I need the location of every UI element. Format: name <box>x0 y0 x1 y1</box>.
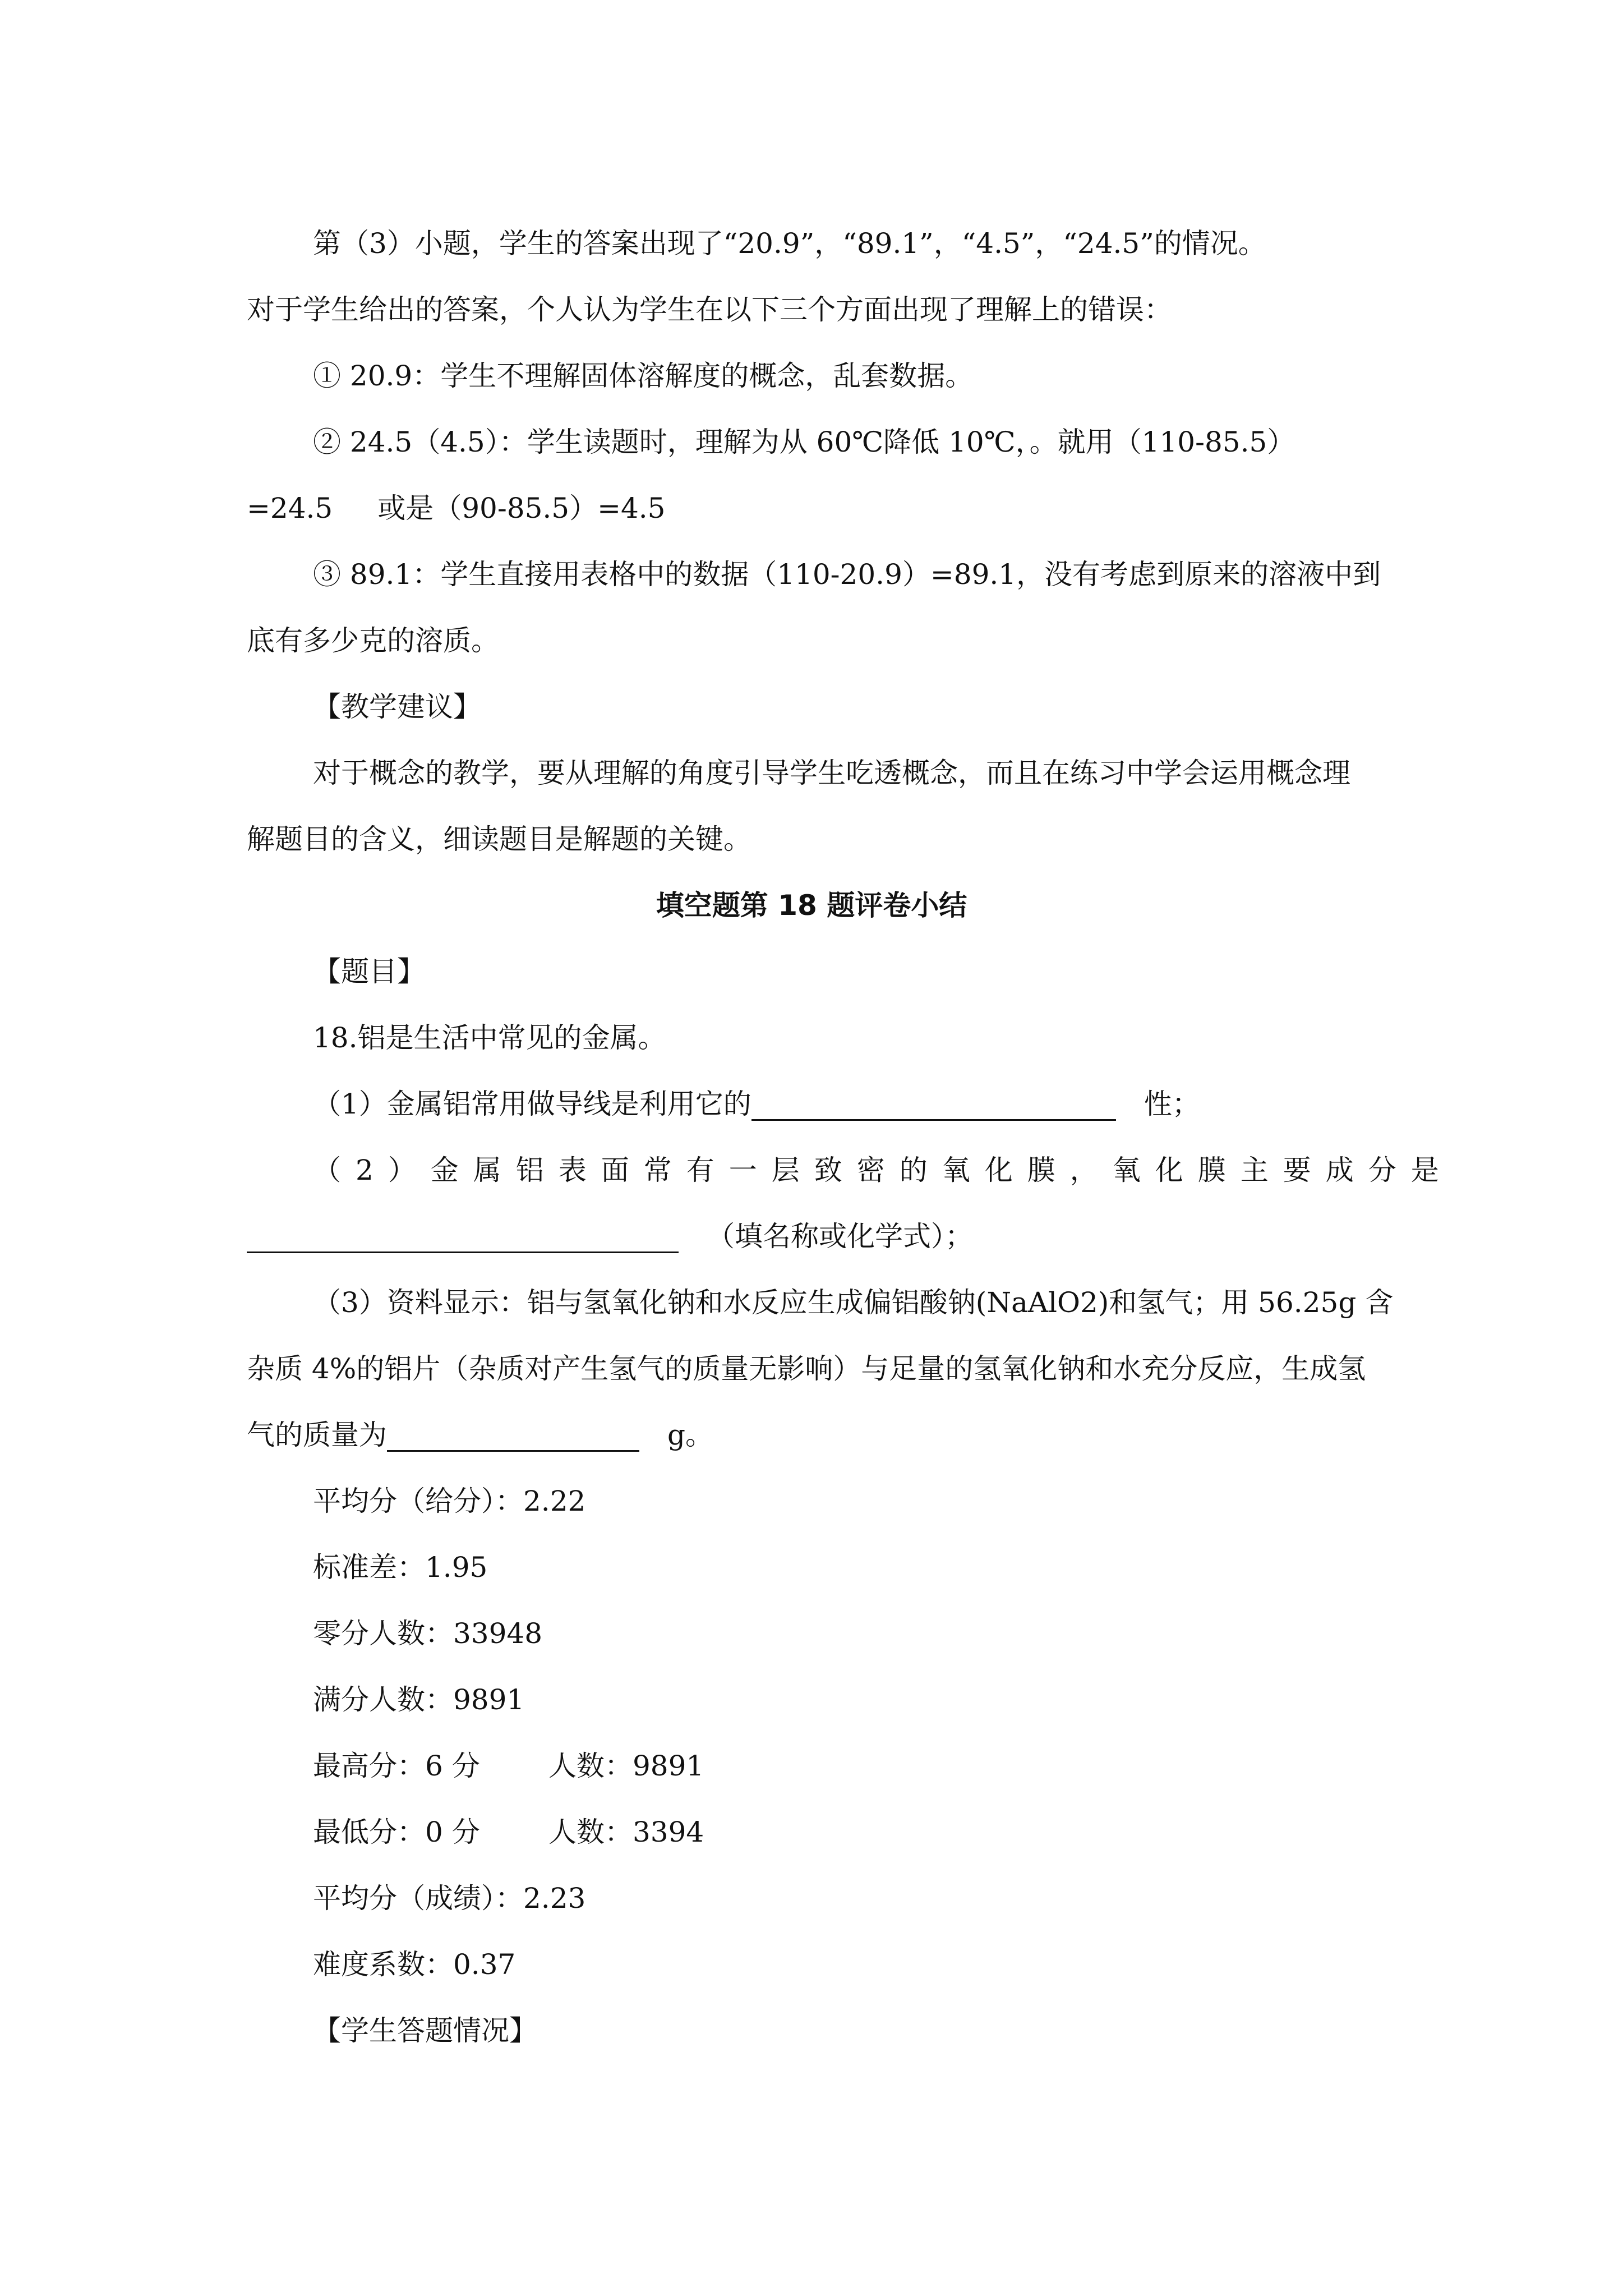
question-part-2-line1: （2）金属铝表面常有一层致密的氧化膜，氧化膜主要成分是 <box>313 1154 1454 1186</box>
question-part-3-line1: （3）资料显示：铝与氢氧化钠和水反应生成偏铝酸钠(NaAlO2)和氢气；用 56.25g 含 <box>313 1286 1394 1319</box>
teaching-advice-line1: 对于概念的教学，要从理解的角度引导学生吃透概念，而且在练习中学会运用概念理 <box>313 757 1350 789</box>
stat-standard-deviation: 标准差：1.95 <box>313 1551 488 1584</box>
error-item-2-value-b: 或是（90-85.5）=4.5 <box>377 492 666 524</box>
student-answers-heading: 【学生答题情况】 <box>313 2014 537 2047</box>
stat-average-given: 平均分（给分）：2.22 <box>313 1485 586 1517</box>
question-part-2-line2 <box>247 1220 973 1253</box>
question-part-3-text: 气的质量为 <box>247 1419 387 1451</box>
answer-blank-2 <box>247 1225 679 1253</box>
question-part-3-line2: 杂质 4%的铝片（杂质对产生氢气的质量无影响）与足量的氢氧化钠和水充分反应，生成氢 <box>247 1352 1366 1385</box>
stat-min-score: 最低分：0 分 <box>313 1816 480 1848</box>
answer-blank-1 <box>751 1092 1116 1121</box>
question-part-3-line3 <box>247 1418 713 1452</box>
answer-blank-3 <box>387 1423 639 1452</box>
paragraph-q3-analysis-line1: 第（3）小题，学生的答案出现了“20.9”，“89.1”，“4.5”，“24.5”的情况。 <box>313 227 1266 260</box>
stat-average-score: 平均分（成绩）：2.23 <box>313 1882 586 1915</box>
question-part-3-suffix: g。 <box>667 1419 714 1451</box>
error-item-2-line2 <box>247 491 666 525</box>
error-item-3-line2: 底有多少克的溶质。 <box>247 624 499 657</box>
paragraph-q3-analysis-line2: 对于学生给出的答案，个人认为学生在以下三个方面出现了理解上的错误： <box>247 293 1172 326</box>
question-part-1 <box>313 1087 1200 1121</box>
stat-max-people: 人数：9891 <box>548 1750 704 1782</box>
stat-max-score-row <box>313 1749 704 1783</box>
stat-zero-count: 零分人数：33948 <box>313 1617 543 1650</box>
stat-full-count: 满分人数：9891 <box>313 1683 525 1716</box>
question-stem: 18.铝是生活中常见的金属。 <box>313 1022 666 1054</box>
stat-min-score-row <box>313 1815 704 1849</box>
question-part-1-text: （1）金属铝常用做导线是利用它的 <box>313 1088 751 1120</box>
teaching-advice-heading: 【教学建议】 <box>313 691 481 723</box>
error-item-2-value-a: =24.5 <box>247 492 333 524</box>
teaching-advice-line2: 解题目的含义，细读题目是解题的关键。 <box>247 823 751 855</box>
section-title: 填空题第 18 题评卷小结 <box>656 889 967 922</box>
question-heading: 【题目】 <box>313 955 425 988</box>
question-part-1-suffix: 性； <box>1144 1088 1200 1120</box>
stat-difficulty: 难度系数：0.37 <box>313 1948 516 1981</box>
error-item-3-line1: ③ 89.1：学生直接用表格中的数据（110-20.9）=89.1，没有考虑到原来的溶液中到 <box>313 558 1381 591</box>
stat-max-score: 最高分：6 分 <box>313 1750 480 1782</box>
question-part-2-suffix: （填名称或化学式）； <box>707 1220 973 1253</box>
stat-min-people: 人数：3394 <box>548 1816 704 1848</box>
error-item-1: ① 20.9：学生不理解固体溶解度的概念，乱套数据。 <box>313 360 974 392</box>
error-item-2-line1: ② 24.5（4.5）：学生读题时，理解为从 60℃降低 10℃，。就用（110-85.5） <box>313 426 1295 458</box>
